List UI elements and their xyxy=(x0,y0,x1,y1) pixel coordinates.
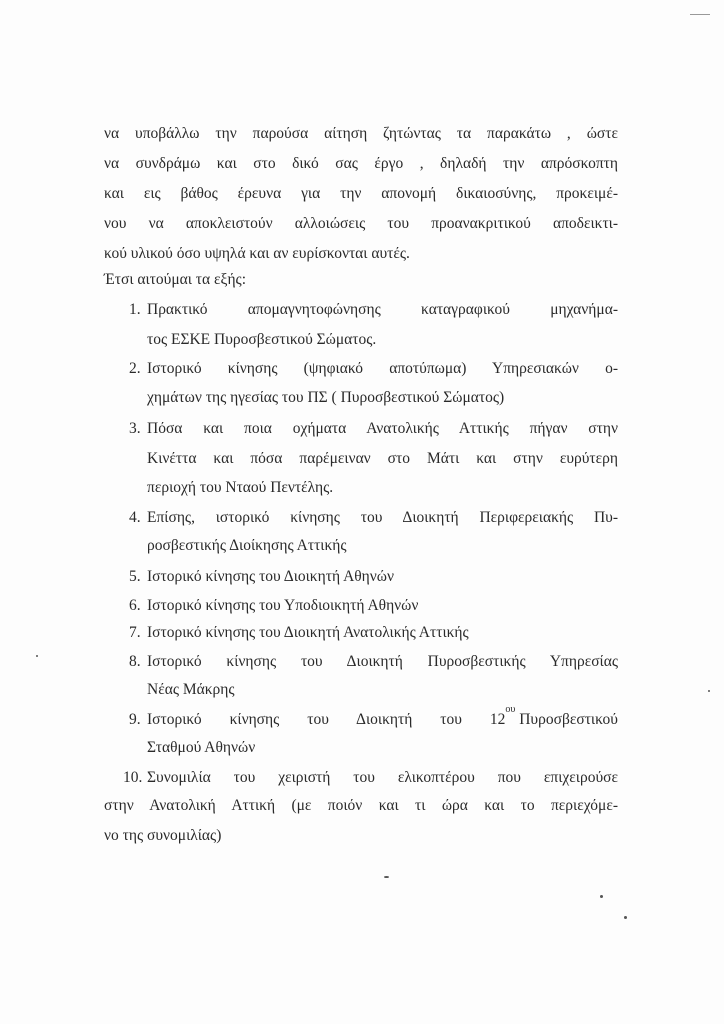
item-text: Ιστορικό κίνησης του Διοικητή του 12 xyxy=(147,711,506,728)
item-line: Σταθμού Αθηνών xyxy=(147,739,256,756)
item-line: τος ΕΣΚΕ Πυροσβεστικού Σώματος. xyxy=(147,331,377,348)
item-line: Κινέττα και πόσα παρέμειναν στο Μάτι και στην ευρύτερη xyxy=(147,450,618,467)
intro-line: νου να αποκλειστούν αλλοιώσεις του προανακριτικού αποδεικτι- xyxy=(104,215,618,232)
item-line: Επίσης, ιστορικό κίνησης του Διοικητή Περιφερειακής Πυ- xyxy=(147,509,618,526)
ordinal-suffix: ου xyxy=(505,704,516,715)
item-line: ροσβεστικής Διοίκησης Αττικής xyxy=(147,537,347,554)
scan-speck xyxy=(36,655,38,657)
item-number: 6. xyxy=(129,597,141,614)
item-number: 9. xyxy=(129,711,141,728)
item-line: Ιστορικό κίνησης του Διοικητή Αθηνών xyxy=(147,568,395,585)
item-line: στην Ανατολική Αττική (με ποιόν και τι ώρα και το περιεχόμε- xyxy=(104,797,618,814)
scan-speck xyxy=(600,895,603,898)
intro-line: να συνδράμω και στο δικό σας έργο , δηλαδή την απρόσκοπτη xyxy=(104,155,618,172)
item-line: περιοχή του Νταού Πεντέλης. xyxy=(147,479,334,496)
item-line xyxy=(147,704,618,730)
intro-line: και εις βάθος έρευνα για την απονομή δικαιοσύνης, προκειμέ- xyxy=(104,185,618,202)
item-number: 1. xyxy=(129,301,141,318)
item-number: 5. xyxy=(129,568,141,585)
item-line: Ιστορικό κίνησης του Διοικητή Ανατολικής Αττικής xyxy=(147,624,469,641)
item-number: 3. xyxy=(129,420,141,437)
item-number: 7. xyxy=(129,624,141,641)
item-line: Ιστορικό κίνησης του Διοικητή Πυροσβεστικής Υπηρεσίας xyxy=(147,653,618,670)
scan-speck xyxy=(384,876,389,878)
scan-mark xyxy=(690,14,710,15)
item-text: Πυροσβεστικού xyxy=(515,711,618,728)
scan-speck xyxy=(708,690,710,692)
scan-speck xyxy=(624,916,627,919)
intro-line: να υποβάλλω την παρούσα αίτηση ζητώντας τα παρακάτω , ώστε xyxy=(104,125,618,142)
item-number: 8. xyxy=(129,653,141,670)
item-number: 2. xyxy=(129,360,141,377)
item-line: Πόσα και ποια οχήματα Ανατολικής Αττικής πήγαν στην xyxy=(147,420,618,437)
intro-line: κού υλικού όσο υψηλά και αν ευρίσκονται αυτές. xyxy=(104,245,410,262)
item-line: Νέας Μάκρης xyxy=(147,681,235,698)
item-line: Ιστορικό κίνησης του Υποδιοικητή Αθηνών xyxy=(147,597,419,614)
item-line: νο της συνομιλίας) xyxy=(104,827,222,844)
item-number: 10. xyxy=(123,769,143,786)
item-line: Ιστορικό κίνησης (ψηφιακό αποτύπωμα) Υπηρεσιακών ο- xyxy=(147,360,618,377)
item-line: Συνομιλία του χειριστή του ελικοπτέρου που επιχειρούσε xyxy=(147,769,618,786)
item-line: χημάτων της ηγεσίας του ΠΣ ( Πυροσβεστικού Σώματος) xyxy=(147,389,505,406)
item-number: 4. xyxy=(129,509,141,526)
item-line: Πρακτικό απομαγνητοφώνησης καταγραφικού μηχανήμα- xyxy=(147,301,618,318)
lead-text: Έτσι αιτούμαι τα εξής: xyxy=(104,271,246,288)
